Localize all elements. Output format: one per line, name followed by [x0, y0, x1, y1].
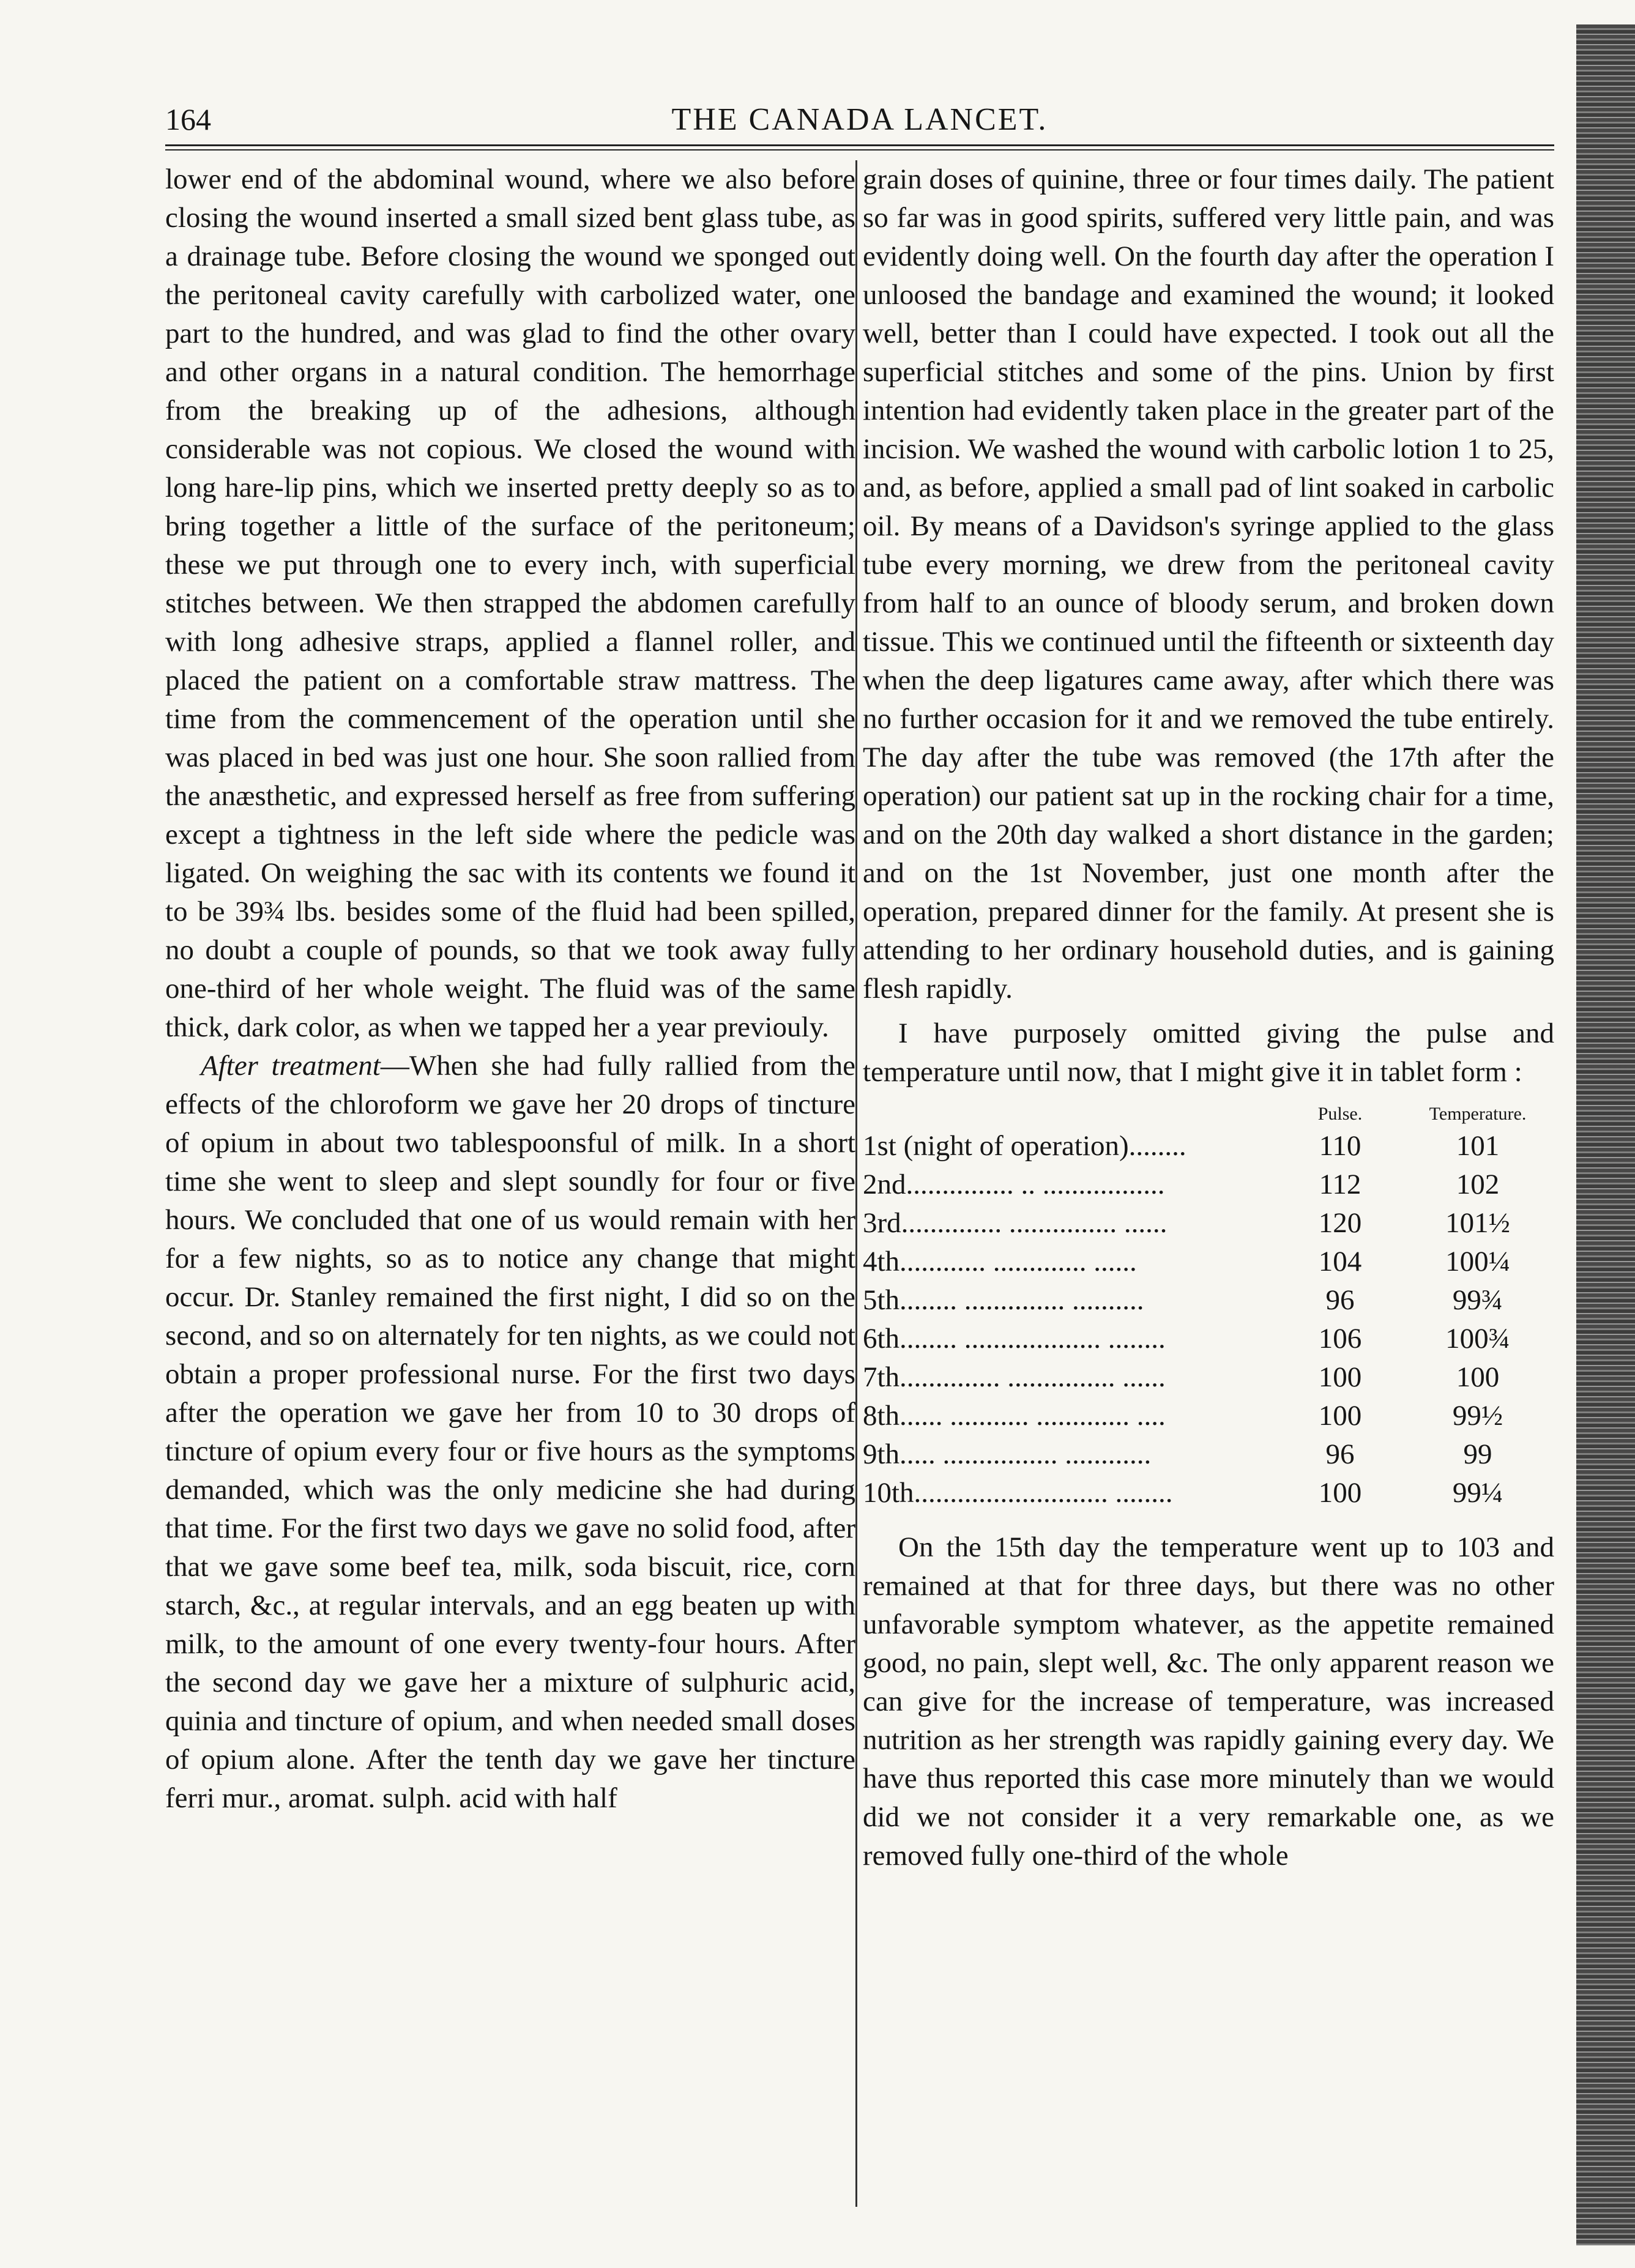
day-cell: 1st (night of operation)........ — [863, 1130, 1186, 1162]
header-rule-thin — [165, 149, 1554, 151]
table-row — [863, 1127, 1554, 1166]
after-treatment-heading: After treatment — [201, 1050, 381, 1082]
table-row — [863, 1397, 1554, 1435]
day-cell: 10th........................... ........ — [863, 1477, 1173, 1509]
right-paragraph-2: I have purposely omitted giving the pulse and temperature until now, that I might give it in tablet form : — [863, 1017, 1554, 1088]
day-cell: 9th..... ................ ............ — [863, 1438, 1152, 1470]
table-row — [863, 1166, 1554, 1204]
pulse-cell: 120 — [1318, 1207, 1362, 1239]
day-cell: 7th.............. ............... ...... — [863, 1361, 1166, 1393]
day-cell: 2nd............... .. ................. — [863, 1169, 1165, 1200]
right-column — [863, 160, 1554, 1875]
day-cell: 6th........ ................... ........ — [863, 1323, 1166, 1355]
page-number: 164 — [165, 102, 211, 136]
pulse-cell: 106 — [1318, 1323, 1362, 1355]
binding-edge — [1576, 24, 1635, 2245]
pulse-header: Pulse. — [1317, 1104, 1363, 1124]
left-paragraph-1: lower end of the abdominal wound, where we also before closing the wound inserted a small sized bent glass tube, as a drainage tube. Before closing the wound we sponged out the peritoneal cavity carefully with carbolized water, one part to the hundred, and was glad to find the other ovary and other organs in a natural condition. The hemorrhage from the breaking up of the adhesions, although considerable was not copious. We closed the wound with long hare-lip pins, which we inserted pretty deeply so as to bring together a little of the surface of the peritoneum; these we put through one to every inch, with superficial stitches between. We then strapped the abdomen carefully with long adhesive straps, applied a flannel roller, and placed the patient on a comfortable straw mattress. The time from the commencement of the operation until she was placed in bed was just one hour. She soon rallied from the anæsthetic, and expressed herself as free from suffering except a tightness in the left side where the pedicle was ligated. On weighing the sac with its contents we found it to be 39¾ lbs. besides some of the fluid had been spilled, no doubt a couple of pounds, so that we took away fully one-third of her whole weight. The fluid was of the same thick, dark color, as when we tapped her a year previouly. — [165, 163, 855, 1043]
temperature-cell: 99 — [1463, 1438, 1492, 1470]
temperature-header: Temperature. — [1429, 1104, 1527, 1124]
table-row — [863, 1281, 1554, 1320]
table-row — [863, 1243, 1554, 1281]
table-header-row — [863, 1101, 1554, 1127]
table-row — [863, 1474, 1554, 1512]
left-paragraph-2 — [165, 1047, 855, 1818]
temperature-cell: 99½ — [1452, 1400, 1503, 1432]
pulse-temperature-table — [863, 1101, 1554, 1512]
pulse-cell: 100 — [1318, 1400, 1362, 1432]
temperature-cell: 101 — [1456, 1130, 1500, 1162]
column-divider — [855, 160, 857, 2207]
pulse-cell: 112 — [1319, 1169, 1361, 1200]
running-title: THE CANADA LANCET. — [671, 102, 1048, 137]
right-paragraph-1: grain doses of quinine, three or four times daily. The patient so far was in good spirits, suffered very little pain, and was evidently doing well. On the fourth day after the operation I unloosed the bandage and examined the wound; it looked well, better than I could have expected. I took out all the superficial stitches and some of the pins. Union by first intention had evidently taken place in the greater part of the incision. We washed the wound with carbolic lotion 1 to 25, and, as before, applied a small pad of lint soaked in carbolic oil. By means of a Davidson's syringe applied to the glass tube every morning, we drew from the peritoneal cavity from half to an ounce of bloody serum, and broken down tissue. This we continued until the fifteenth or sixteenth day when the deep ligatures came away, after which there was no further occasion for it and we removed the tube entirely. The day after the tube was removed (the 17th after the operation) our patient sat up in the rocking chair for a time, and on the 20th day walked a short distance in the garden; and on the 1st November, just one month after the operation, prepared dinner for the family. At present she is attending to her ordinary household duties, and is gaining flesh rapidly. — [863, 163, 1554, 1005]
day-cell: 3rd.............. ............... ...... — [863, 1207, 1168, 1239]
pulse-cell: 110 — [1319, 1130, 1361, 1162]
pulse-cell: 100 — [1318, 1361, 1362, 1393]
temperature-cell: 102 — [1456, 1169, 1500, 1200]
pulse-cell: 96 — [1325, 1284, 1355, 1316]
temperature-cell: 100¾ — [1445, 1323, 1510, 1355]
pulse-cell: 104 — [1318, 1246, 1362, 1277]
temperature-cell: 99¼ — [1452, 1477, 1503, 1509]
day-cell: 4th............ ............. ...... — [863, 1246, 1137, 1277]
left-column — [165, 160, 855, 1818]
table-row — [863, 1358, 1554, 1397]
table-row — [863, 1320, 1554, 1358]
pulse-cell: 96 — [1325, 1438, 1355, 1470]
temperature-cell: 101½ — [1445, 1207, 1510, 1239]
day-cell: 8th...... ........... ............. .... — [863, 1400, 1166, 1432]
left-paragraph-2-text: —When she had fully rallied from the effects of the chloroform we gave her 20 drops of tincture of opium in about two tablespoonsful of milk. In a short time she went to sleep and slept soundly for four or five hours. We concluded that one of us would remain with her for a few nights, so as to notice any change that might occur. Dr. Stanley remained the first night, I did so on the second, and so on alternately for ten nights, as we could not obtain a proper professional nurse. For the first two days after the operation we gave her from 10 to 30 drops of tincture of opium every four or five hours as the symptoms demanded, which was the only medicine she had during that time. For the first two days we gave no solid food, after that we gave some beef tea, milk, soda biscuit, rice, corn starch, &c., at regular intervals, and an egg beaten up with milk, to the amount of one every twenty-four hours. After the second day we gave her a mixture of sulphuric acid, quinia and tincture of opium, and when needed small doses of opium alone. After the tenth day we gave her tincture ferri mur., aromat. sulph. acid with half — [165, 1050, 855, 1814]
table-row — [863, 1204, 1554, 1243]
page-header — [165, 91, 1554, 146]
pulse-cell: 100 — [1318, 1477, 1362, 1509]
temperature-cell: 100¼ — [1445, 1246, 1510, 1277]
header-rule — [165, 144, 1554, 146]
temperature-cell: 100 — [1456, 1361, 1500, 1393]
right-paragraph-3: On the 15th day the temperature went up to 103 and remained at that for three days, but there was no other unfavorable symptom whatever, as the appetite remained good, no pain, slept well, &c. The only apparent reason we can give for the increase of temperature, was increased nutrition as her strength was rapidly gaining every day. We have thus reported this case more minutely than we would did we not consider it a very remarkable one, as we removed fully one-third of the whole — [863, 1531, 1554, 1872]
day-cell: 5th........ .............. .......... — [863, 1284, 1144, 1316]
temperature-cell: 99¾ — [1452, 1284, 1503, 1316]
table-row — [863, 1435, 1554, 1474]
